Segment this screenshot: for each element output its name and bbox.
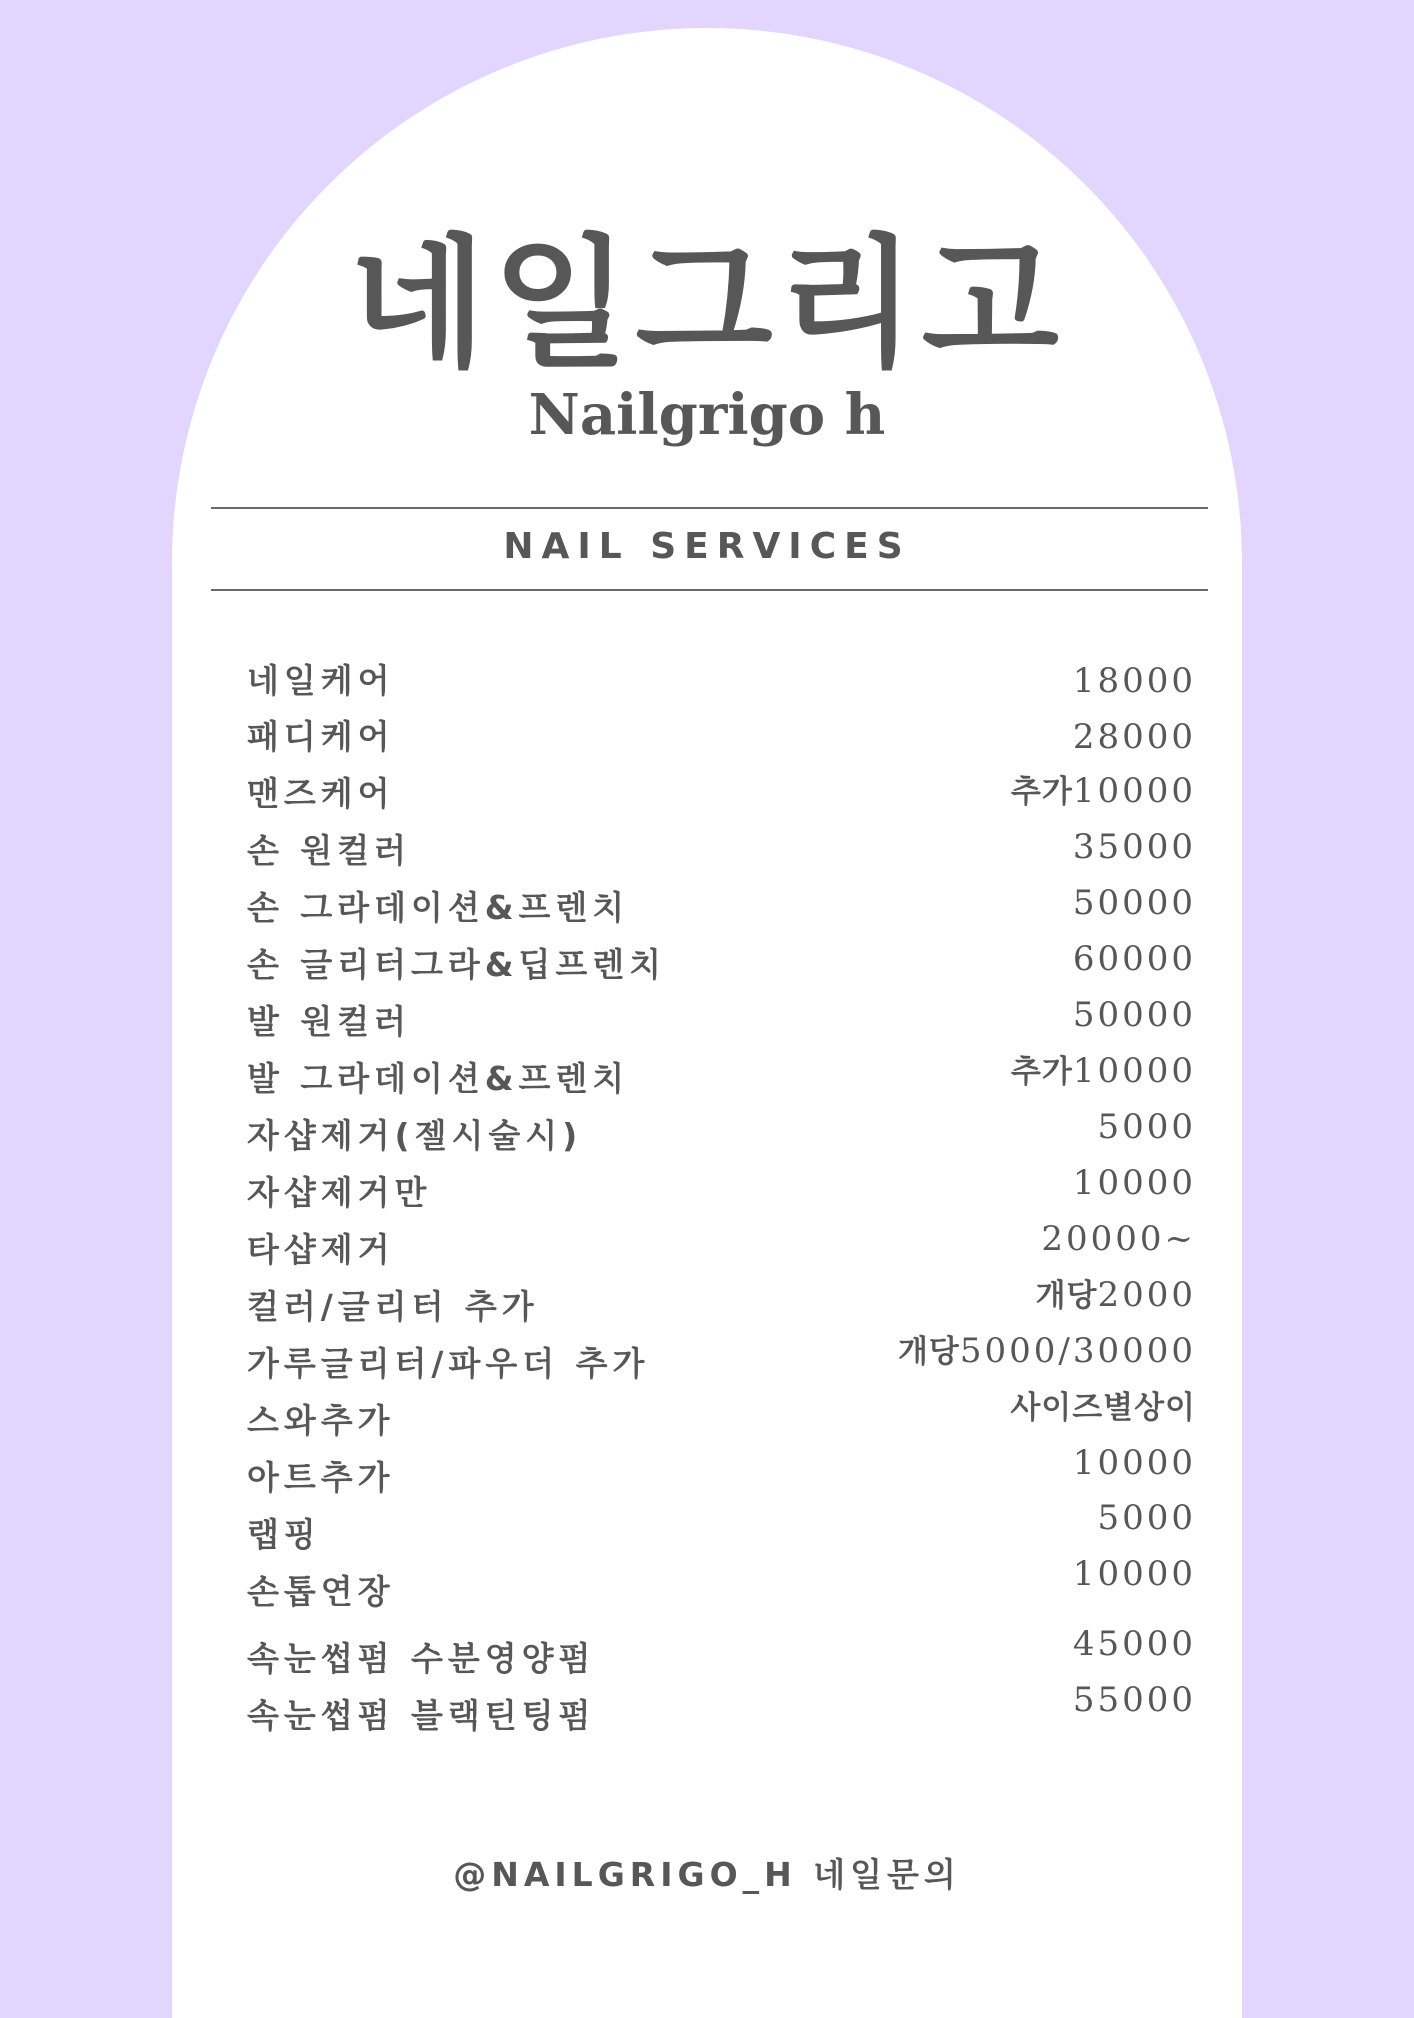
service-name: 랩핑 [247, 1515, 321, 1554]
contact-handle: @NAILGRIGO_H 네일문의 [453, 1855, 961, 1894]
divider-top [211, 507, 1208, 509]
price-value: 45000 [1072, 1624, 1196, 1664]
price-value: 10000 [1072, 1163, 1196, 1203]
service-name: 컬러/글리터 추가 [247, 1287, 539, 1326]
service-name: 손톱연장 [247, 1572, 395, 1611]
shop-name-korean: 네일그리고 [349, 222, 1065, 387]
price-value: 2000 [1097, 1275, 1196, 1315]
service-price [1073, 658, 1196, 705]
price-value: 50000 [1072, 883, 1196, 923]
service-price [1073, 1621, 1196, 1668]
price-value: 10000 [1072, 771, 1196, 811]
service-price [1073, 1551, 1196, 1598]
service-name: 스와추가 [247, 1401, 395, 1440]
service-name: 손 글리터그라&딥프렌치 [247, 945, 667, 984]
service-price [1073, 1160, 1196, 1207]
price-value: 55000 [1072, 1680, 1196, 1720]
service-price [1010, 1384, 1196, 1431]
service-price [1073, 992, 1196, 1039]
service-name: 자샵제거만 [247, 1173, 432, 1212]
service-price [1073, 1440, 1196, 1487]
service-price [1073, 880, 1196, 927]
service-price [898, 1328, 1196, 1375]
price-value: 10000 [1072, 1443, 1196, 1483]
price-value: 10000 [1072, 1051, 1196, 1091]
service-price [1041, 1216, 1196, 1263]
price-value: 18000 [1072, 661, 1196, 701]
price-value: 50000 [1072, 995, 1196, 1035]
service-price [1011, 768, 1196, 815]
divider-bottom [211, 589, 1208, 591]
section-title: NAIL SERVICES [503, 526, 911, 567]
price-prefix: 사이즈별상이 [1010, 1390, 1196, 1426]
service-name: 손 그라데이션&프렌치 [247, 888, 630, 927]
price-prefix: 추가 [1010, 774, 1073, 810]
price-value: 5000/30000 [959, 1331, 1196, 1371]
service-price [1011, 1048, 1196, 1095]
service-price [1073, 714, 1196, 761]
price-prefix: 개당 [897, 1334, 960, 1370]
service-name: 맨즈케어 [247, 774, 395, 813]
shop-name-english: Nailgrigo h [528, 382, 886, 448]
service-name: 타샵제거 [247, 1230, 395, 1269]
service-price [1073, 824, 1196, 871]
price-value: 5000 [1097, 1107, 1196, 1147]
service-price [1073, 1677, 1196, 1724]
service-name: 속눈썹펌 블랙틴팅펌 [247, 1696, 596, 1735]
price-value: 60000 [1072, 939, 1196, 979]
price-value: 10000 [1072, 1554, 1196, 1594]
service-name: 발 그라데이션&프렌치 [247, 1059, 630, 1098]
price-prefix: 추가 [1010, 1054, 1073, 1090]
service-name: 발 원컬러 [247, 1002, 412, 1041]
service-name: 네일케어 [247, 661, 395, 700]
price-prefix: 개당 [1035, 1278, 1098, 1314]
service-price [1097, 1495, 1196, 1542]
service-name: 속눈썹펌 수분영양펌 [247, 1639, 596, 1678]
price-value: 5000 [1097, 1498, 1196, 1538]
price-value: 20000~ [1041, 1219, 1196, 1259]
service-name: 패디케어 [247, 717, 395, 756]
service-name: 아트추가 [247, 1458, 395, 1497]
service-name: 자샵제거(젤시술시) [247, 1116, 583, 1155]
service-name: 가루글리터/파우더 추가 [247, 1344, 650, 1383]
service-price [1073, 936, 1196, 983]
price-value: 35000 [1072, 827, 1196, 867]
service-name: 손 원컬러 [247, 831, 412, 870]
service-price [1097, 1104, 1196, 1151]
price-value: 28000 [1072, 717, 1196, 757]
service-price [1036, 1272, 1196, 1319]
